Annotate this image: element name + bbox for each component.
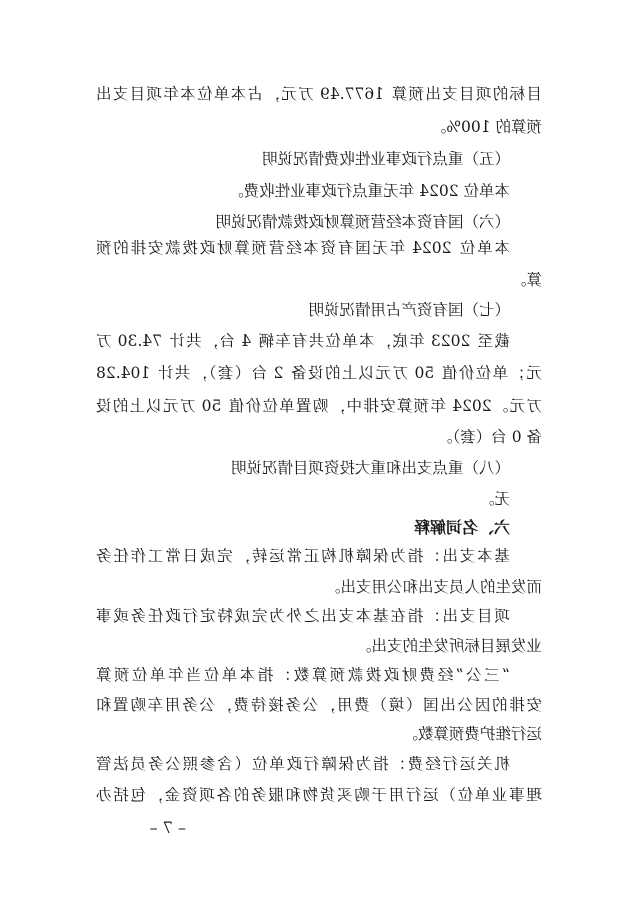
section-heading: （八）重点支出和重大投资项目情况说明 bbox=[230, 459, 510, 477]
body-text-line: 运行维护费预算数。 bbox=[402, 725, 542, 743]
section-heading: （五）重点行政事业性收费情况说明 bbox=[261, 150, 510, 168]
section-title: 六、名词解释 bbox=[413, 518, 510, 537]
body-text-line: 目标的项目支出预算 1677.49 万元，占本单位本年项目支出 bbox=[96, 85, 542, 103]
body-text-line: 无。 bbox=[478, 490, 510, 508]
body-text-line: 机关运行经费：指为保障行政单位（含参照公务员法管 bbox=[96, 755, 510, 773]
body-text-line: 万元。2024 年预算安排中，购置单位价值 50 万元以上的设 bbox=[96, 397, 542, 415]
body-text-line: 安排的因公出国（境）费用，公务接待费，公务用车购置和 bbox=[96, 696, 542, 714]
body-text-line: 本单位 2024 年无重点行政事业性收费。 bbox=[228, 182, 510, 200]
body-text-line: 算。 bbox=[510, 271, 542, 289]
body-text-line: 项目支出：指在基本支出之外为完成特定行政任务或事 bbox=[96, 607, 510, 625]
section-heading: （七）国有资产占用情况说明 bbox=[308, 301, 510, 319]
body-text-line: 备 0 台（套）。 bbox=[437, 428, 542, 446]
section-heading: （六）国有资本经营预算财政拨款情况说明 bbox=[215, 213, 510, 231]
body-text-line: “三公”经费财政拨款预算数：指本单位当年单位预算 bbox=[96, 666, 510, 684]
body-text-line: 业发展目标所发生的支出。 bbox=[355, 637, 542, 655]
body-text-line: 理事业单位）运行用于购买货物和服务的各项资金，包括办 bbox=[96, 786, 542, 804]
body-text-line: 截至 2023 年底，本单位共有车辆 4 台，共计 74.30 万 bbox=[96, 332, 510, 350]
body-text-line: 而发生的人员支出和公用支出。 bbox=[324, 578, 542, 596]
page-number: – 7 – bbox=[149, 818, 186, 837]
body-text-line: 基本支出：指为保障机构正常运转，完成日常工作任务 bbox=[96, 547, 510, 565]
body-text-line: 元；单位价值 50 万元以上的设备 2 台（套），共计 104.28 bbox=[96, 364, 542, 382]
body-text-line: 本单位 2024 年无国有资本经营预算财政拨款安排的预 bbox=[96, 239, 510, 257]
body-text-line: 预算的 100%。 bbox=[430, 118, 542, 136]
